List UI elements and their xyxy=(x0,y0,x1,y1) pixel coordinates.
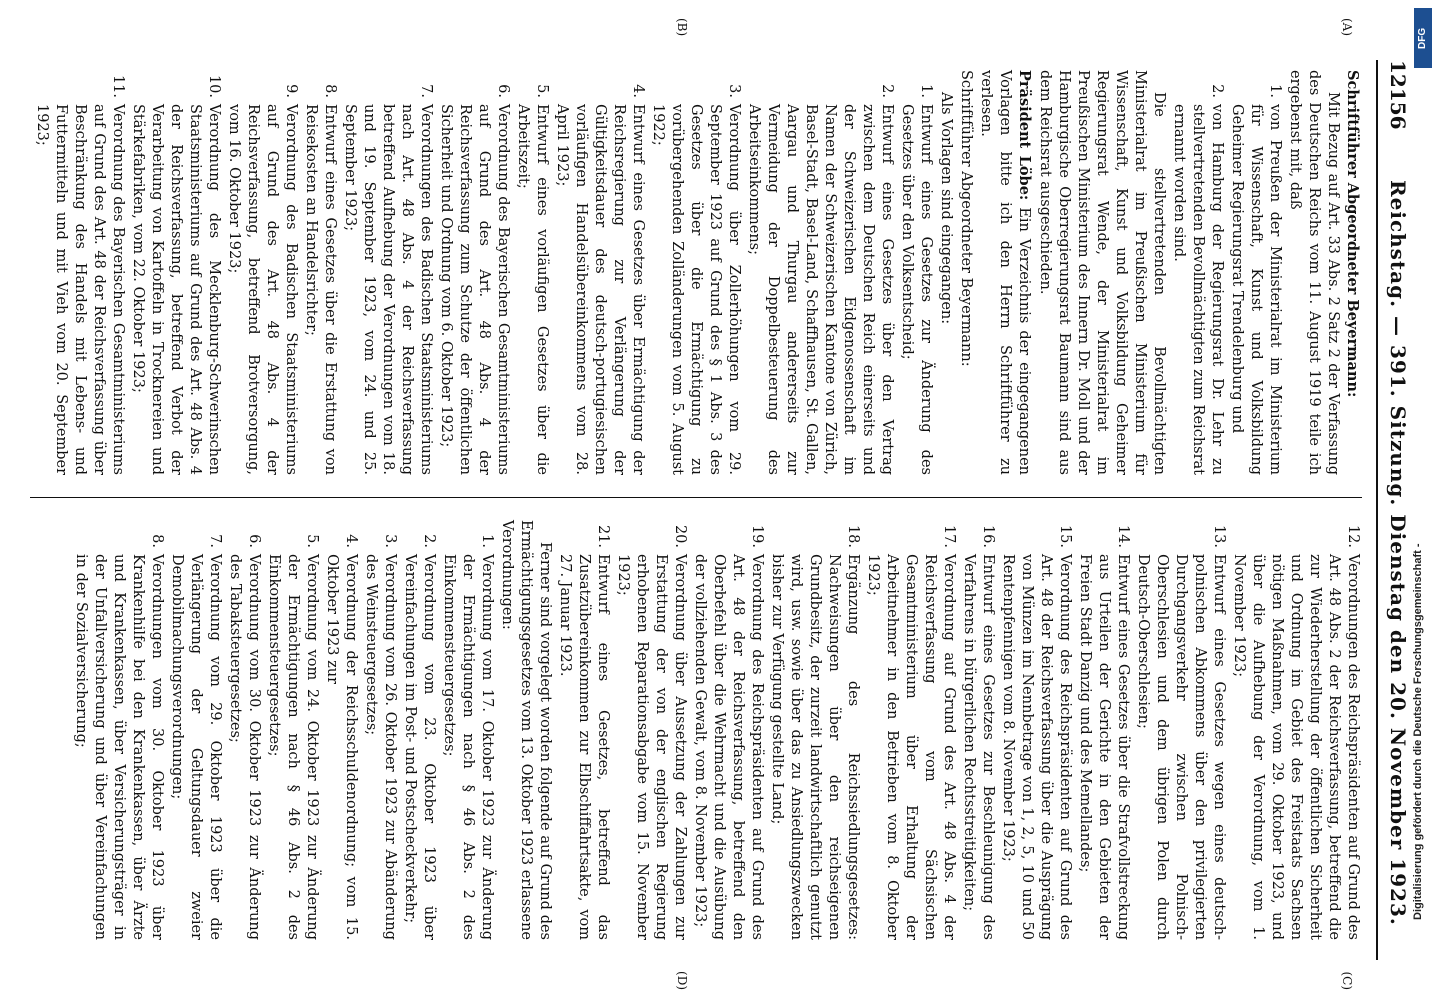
list-item: 20. Verordnung über Aussetzung der Zahlungen zur Erstattung der von der englischen Regierung erhobenen Reparationsabgabe vom 15. November 1923; xyxy=(615,524,688,940)
list-item: 2. Entwurf eines Gesetzes über den Vertrag zwischen dem Deutschen Reich einerseits und der Schweizerischen Eidgenossenschaft im Namen der Schweizerischen Kantone von Zürich, Basel-Stadt, Basel-Land, Schaffhausen, St. Gallen, Aargau und Thurgau andererseits zur Vermeidung der Doppelbesteuerung des Arbeitseinkommens; xyxy=(746,84,895,475)
list-item: 1. Verordnung vom 17. Oktober 1923 zur Änderung der Ermächtigungen nach § 46 Abs. 2 des Einkommensteuergesetzes; xyxy=(441,534,495,940)
list-item: 2. von Hamburg der Regierungsrat Dr. Lehr zu stellvertretenden Bevollmächtigten zum Reichsrat ernannt worden sind. xyxy=(1171,84,1225,475)
list-item: 21. Entwurf eines Gesetzes, betreffend das Zusatzübereinkommen zur Elbschiffahrtsakte, vom 27. Januar 1923. xyxy=(557,524,611,940)
right-column xyxy=(70,520,1362,940)
paragraph: Mit Bezug auf Art. 33 Abs. 2 Satz 2 der Verfassung des Deutschen Reichs vom 11. August 1919 teile ich ergebenst mit, daß xyxy=(1287,70,1341,475)
list-item: 3. Verordnung über Zollerhöhungen vom 29. September 1923 auf Grund des § 1 Abs. 3 des Gesetzes über die Ermächtigung zu vorübergehenden Zolländerungen vom 5. August 1922; xyxy=(650,84,742,475)
list-item: 8. Verordnungen vom 30. Oktober 1923 über Krankenhilfe bei den Krankenkassen, über Ärzte und Krankenkassen, über Versicherungsträger in der Unfallversicherung und über Vereinfachungen in der Sozialversicherung; xyxy=(73,534,165,940)
list-item: 17. Verordnung auf Grund des Art. 48 Abs. 4 der Reichsverfassung vom Sächsischen Gesamtministerium über Erhaltung der Arbeitnehmer in den Betrieben vom 8. Oktober 1923; xyxy=(865,524,957,940)
list-item: 10. Verordnung des Mecklenburg-Schwerinschen Staatsministeriums auf Grund des Art. 48 Abs. 4 der Reichsverfassung, betreffend Verbot der Verarbeitung von Kartoffeln in Trocknereien und Stärkefabriken, vom 22. Oktober 1923; xyxy=(130,74,222,475)
left-column xyxy=(31,70,1362,475)
margin-marker-a: (A) xyxy=(1340,18,1354,37)
list-item: 4. Entwurf eines Gesetzes über Ermächtigung der Reichsregierung zur Verlängerung der Gültigkeitsdauer des deutsch-portugiesischen vorläufigen Handelsübereinkommens vom 28. April 1923; xyxy=(554,84,646,475)
margin-marker-d: (D) xyxy=(675,971,689,990)
running-head: Reichstag. — 391. Sitzung. Dienstag den 20. November 1923. xyxy=(1386,180,1410,926)
speaker-line: Schriftführer Abgeordneter Beyermann: xyxy=(958,70,974,367)
list-item: 3. Verordnung vom 26. Oktober 1923 zur Abänderung des Weinsteuergesetzes; xyxy=(363,534,398,940)
paragraph: Als Vorlagen sind eingegangen: xyxy=(938,92,954,325)
list-item: 5. Entwurf eines vorläufigen Gesetzes über die Arbeitszeit; xyxy=(515,84,550,475)
submissions-list xyxy=(32,70,935,475)
speaker-line: Schriftführer Abgeordneter Beyermann: xyxy=(1344,70,1361,398)
margin-marker-c: (C) xyxy=(1340,971,1354,990)
paragraph: Die stellvertretenden Bevollmächtigten Ministerialrat im Preußischen Ministerium für Wissenschaft, Kunst und Volksbildung Geheimer Regierungsrat Wende, der Ministerialrat im Preußischen Ministerium des Innern Dr. Moll und der Hamburgische Oberregierungsrat Baumann sind aus dem Reichsrat ausgeschieden. xyxy=(1037,70,1167,475)
column-divider xyxy=(30,497,1362,498)
header-rule xyxy=(1376,60,1378,960)
list-item: 2. Verordnung vom 23. Oktober 1923 über Vereinfachungen im Post- und Postscheckverkehr; xyxy=(402,534,437,940)
dfg-logo: DFG xyxy=(1414,8,1432,68)
page-header xyxy=(1376,60,1416,960)
list-item: 14. Entwurf eines Gesetzes über die Strafvollstreckung aus Urteilen der Gerichte in den Gebieten der Freien Stadt Danzig und des Memellandes; xyxy=(1077,524,1131,940)
list-item: 1. von Preußen der Ministerialrat im Ministerium für Wissenschaft, Kunst und Volksbildung Geheimer Regierungsrat Trendelenburg und xyxy=(1229,84,1283,475)
list-item: 6. Verordnung des Bayerischen Gesamtministeriums auf Grund des Art. 48 Abs. 4 der Reichsverfassung zum Schutze der öffentlichen Sicherheit und Ordnung vom 6. Oktober 1923; xyxy=(438,84,511,475)
list-item: 12. Verordnungen des Reichspräsidenten auf Grund des Art. 48 Abs. 2 der Reichsverfassung, betreffend die zur Wiederherstellung der öffentlichen Sicherheit und Ordnung im Gebiet des Freistaats Sachsen nötigen Maßnahmen, vom 29. Oktober 1923, und über die Aufhebung der Verordnung, vom 1. November 1923; xyxy=(1231,524,1361,940)
list-item: 7. Verordnung vom 29. Oktober 1923 über die Verlängerung der Geltungsdauer zweier Demobilmachungsverordnungen; xyxy=(169,534,223,940)
appointment-list xyxy=(1169,70,1284,475)
list-item: 7. Verordnungen des Badischen Staatsministeriums nach Art. 48 Abs. 4 der Reichsverfassung betreffend Aufhebung der Verordnungen vom 18. und 19. September 1923, vom 24. und 25. September 1923; xyxy=(342,84,434,475)
page-number: 12156 xyxy=(1386,60,1410,130)
list-item: 19. Verordnung des Reichspräsidenten auf Grund des Art. 48 der Reichsverfassung, betreffend den Oberbefehl über die Wehrmacht und die Ausübung der vollziehenden Gewalt, vom 8. November 1923; xyxy=(692,524,765,940)
list-item: 18. Ergänzung des Reichssiedlungsgesetzes: Nachweisungen über den reichseigenen Grundbesitz, der zurzeit landwirtschaftlich genutzt wird, usw. sowie über das zu Ansiedlungszwecken bisher zur Verfügung gestellte Land; xyxy=(769,524,861,940)
margin-marker-b: (B) xyxy=(675,18,689,37)
list-item: 6. Verordnung vom 30. Oktober 1923 zur Änderung des Tabaksteuergesetzes; xyxy=(227,534,262,940)
list-item: 9. Verordnung des Badischen Staatsministeriums auf Grund des Art. 48 Abs. 4 der Reichsverfassung, betreffend Brotversorgung, vom 16. Oktober 1923; xyxy=(226,84,299,475)
list-item: 13. Entwurf eines Gesetzes wegen eines deutsch-polnischen Abkommens über den privilegierten Durchgangsverkehr zwischen Polnisch-Oberschlesien und dem übrigen Polen durch Deutsch-Oberschlesien; xyxy=(1135,524,1227,940)
paragraph: Ferner sind vorgelegt worden folgende auf Grund des Ermächtigungsgesetzes vom 13. Oktober 1923 erlassene Verordnungen: xyxy=(499,520,553,940)
digitization-credit: Digitalisierung gefördert durch die Deutsche Forschungsgemeinschaft - xyxy=(1412,543,1424,920)
president-paragraph: Präsident Löbe: Ein Verzeichnis der eingegangenen Vorlagen bitte ich den Herrn Schriftführer zu verlesen. xyxy=(978,70,1033,475)
list-item: 1. Entwurf eines Gesetzes zur Änderung des Gesetzes über den Volksentscheid; xyxy=(899,84,934,475)
list-item: 16. Entwurf eines Gesetzes zur Beschleunigung des Verfahrens in bürgerlichen Rechtsstreitigkeiten; xyxy=(961,524,996,940)
list-item: 4. Verordnung der Reichsschuldenordnung; vom 15. Oktober 1923 zur xyxy=(324,534,359,940)
ordinances-list xyxy=(71,520,496,940)
list-item: 5. Verordnung vom 24. Oktober 1923 zur Änderung der Ermächtigungen nach § 46 Abs. 2 des Einkommensteuergesetzes; xyxy=(266,534,320,940)
list-item: 11. Verordnung des Bayerischen Gesamtministeriums auf Grund des Art. 48 der Reichsverfassung über Beschränkung des Handels mit Lebens- und Futtermitteln und mit Vieh vom 20. September 1923; xyxy=(34,74,126,475)
list-item: 15. Verordnung des Reichspräsidenten auf Grund des Art. 48 der Reichsverfassung über die Ausprägung von Münzen im Nennbetrage von 1, 2, 5, 10 und 50 Rentenpfennigen vom 8. November 1923; xyxy=(1000,524,1073,940)
list-item: 8. Entwurf eines Gesetzes über die Erstattung von Reisekosten an Handelsrichter; xyxy=(303,84,338,475)
submissions-list-continued xyxy=(555,520,1362,940)
